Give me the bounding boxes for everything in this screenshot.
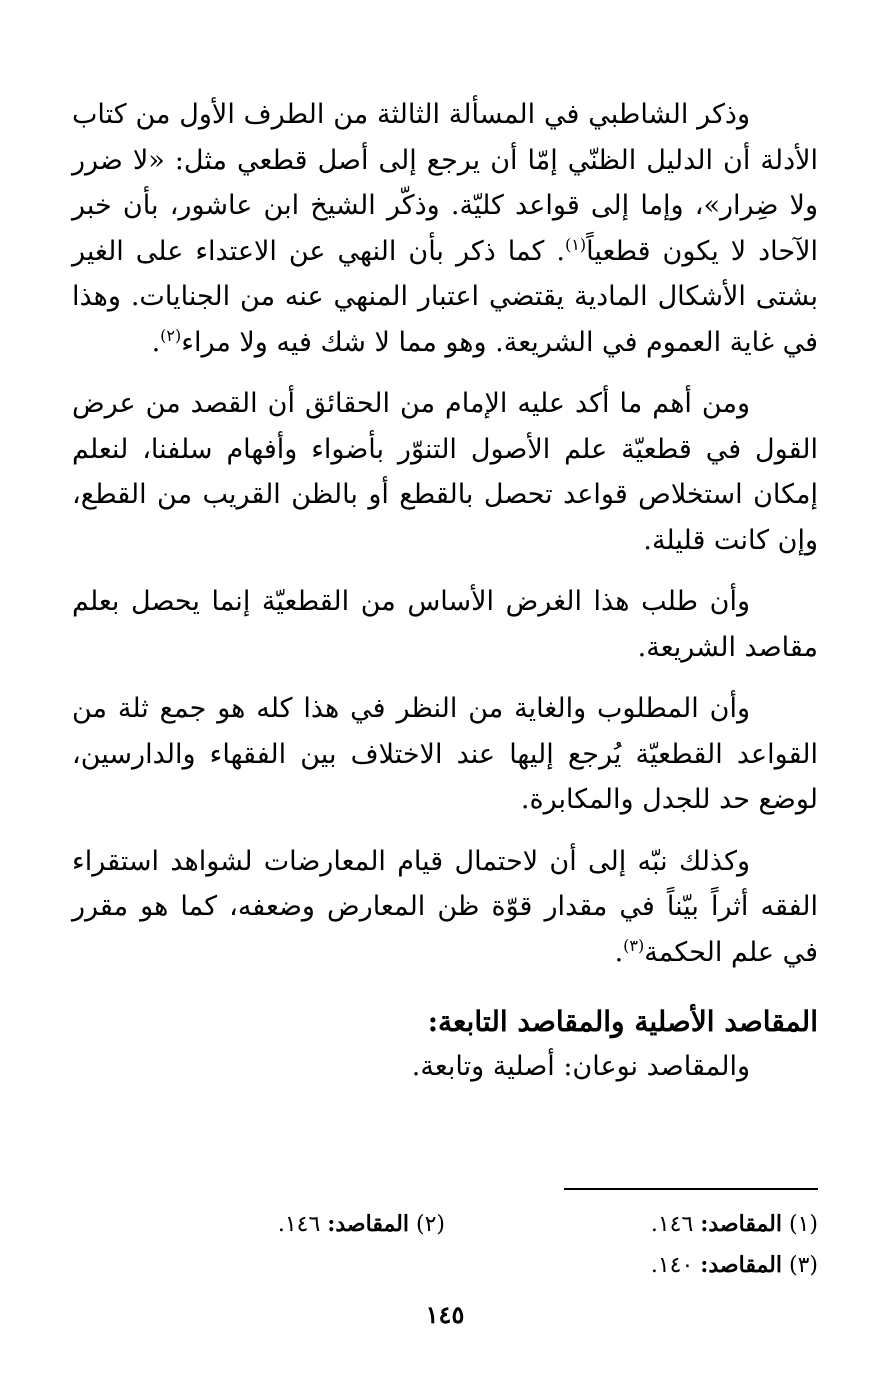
footnote-2-number: (٢) — [415, 1212, 445, 1237]
section-body: والمقاصد نوعان: أصلية وتابعة. — [411, 1051, 750, 1082]
footnote-2-label: المقاصد: — [327, 1211, 409, 1237]
paragraph-5 — [72, 839, 818, 976]
paragraph-5-text-a: وكذلك نبّه إلى أن لاحتمال قيام المعارضات لشواهد استقراء الفقه أثراً بيّناً في مقدار قوّة ظن المعارض وضعفه، كما هو مقرر في علم الحكمة — [72, 845, 818, 968]
paragraph-1 — [72, 92, 818, 365]
paragraph-1-text-a: وذكر الشاطبي في المسألة الثالثة من الطرف الأول من كتاب الأدلة أن الدليل الظنّي إمّا أن يرجع إلى أصل قطعي مثل: «لا ضرر ولا ضِرار»، وإما إلى قواعد كليّة. وذكّر الشيخ ابن عاشور، بأن خبر الآحاد لا يكون قطعياً — [72, 99, 818, 267]
footnote-3-number: (٣) — [788, 1253, 818, 1278]
footnote-1 — [445, 1204, 818, 1245]
footnote-ref-2[interactable]: (٢) — [160, 325, 182, 345]
footnotes — [72, 1204, 818, 1286]
paragraph-1-text-c: . — [151, 326, 161, 358]
footnote-3-value: ١٤٠. — [650, 1253, 694, 1278]
section-heading: المقاصد الأصلية والمقاصد التابعة: — [427, 1005, 818, 1038]
footnote-ref-1[interactable]: (١) — [565, 234, 587, 254]
paragraph-3: وأن طلب هذا الغرض الأساس من القطعيّة إنما يحصل بعلم مقاصد الشريعة. — [72, 586, 818, 663]
footnote-ref-3[interactable]: (٣) — [623, 935, 645, 955]
footnote-2-value: ١٤٦. — [277, 1212, 321, 1237]
paragraph-1-text-b: . كما ذكر بأن النهي عن الاعتداء على الغير بشتى الأشكال المادية يقتضي اعتبار المنهي عنه من الجنايات. وهذا في غاية العموم في الشريعة. وهو مما لا شك فيه ولا مراء — [72, 235, 818, 358]
document-page — [72, 92, 818, 1352]
footnote-3-label: المقاصد: — [700, 1252, 782, 1278]
footnote-2 — [72, 1204, 445, 1245]
footnote-3 — [430, 1245, 818, 1286]
footnote-row-1 — [72, 1204, 818, 1245]
footnote-1-label: المقاصد: — [700, 1211, 782, 1237]
footnote-divider — [564, 1188, 818, 1190]
paragraph-2: ومن أهم ما أكد عليه الإمام من الحقائق أن القصد من عرض القول في قطعيّة علم الأصول التنوّر بأضواء وأفهام سلفنا، لنعلم إمكان استخلاص قواعد تحصل بالقطع أو بالظن القريب من القطع، وإن كانت قليلة. — [72, 388, 818, 556]
paragraph-4: وأن المطلوب والغاية من النظر في هذا كله هو جمع ثلة من القواعد القطعيّة يُرجع إليها عند الاختلاف بين الفقهاء والدارسين، لوضع حد للجدل والمكابرة. — [72, 693, 818, 815]
page-number: ١٤٥ — [425, 1300, 465, 1329]
footnote-1-number: (١) — [788, 1212, 818, 1237]
footnote-row-2 — [72, 1245, 818, 1286]
paragraph-5-text-b: . — [614, 936, 624, 968]
footnote-1-value: ١٤٦. — [650, 1212, 694, 1237]
